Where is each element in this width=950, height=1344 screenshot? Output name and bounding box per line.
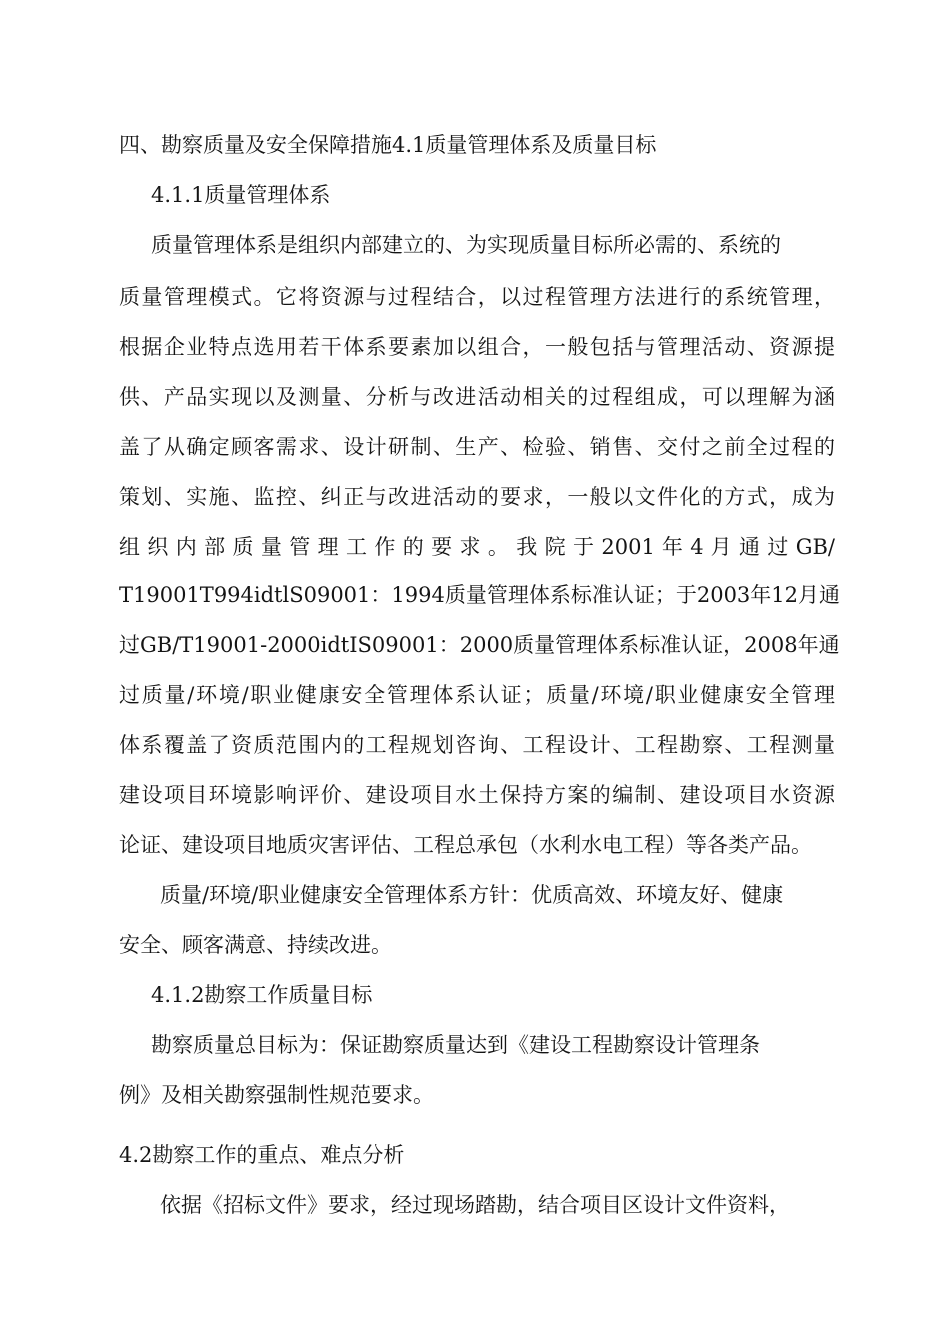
paragraph-line: 策划、实施、监控、纠正与改进活动的要求，一般以文件化的方式，成为 [119, 485, 835, 509]
section-heading: 四、勘察质量及安全保障措施4.1质量管理体系及质量目标 [119, 133, 657, 157]
paragraph-line: 质量管理体系是组织内部建立的、为实现质量目标所必需的、系统的 [151, 233, 781, 257]
paragraph-line: 依据《招标文件》要求，经过现场踏勘，结合项目区设计文件资料， [160, 1193, 790, 1217]
paragraph-line: 安全、顾客满意、持续改进。 [119, 933, 392, 957]
paragraph-line: 质量/环境/职业健康安全管理体系方针：优质高效、环境友好、健康 [160, 883, 784, 907]
paragraph-line: 勘察质量总目标为：保证勘察质量达到《建设工程勘察设计管理条 [151, 1033, 760, 1057]
paragraph-line: 盖了从确定顾客需求、设计研制、生产、检验、销售、交付之前全过程的 [119, 435, 835, 459]
paragraph-line: 质量管理模式。它将资源与过程结合，以过程管理方法进行的系统管理， [119, 285, 835, 309]
paragraph-line: T19001T994idtlS09001：1994质量管理体系标准认证；于2003年12月通 [119, 583, 841, 607]
paragraph-line: 根据企业特点选用若干体系要素加以组合，一般包括与管理活动、资源提 [119, 335, 835, 359]
paragraph-line: 论证、建设项目地质灾害评估、工程总承包（水利水电工程）等各类产品。 [119, 833, 812, 857]
subsection-heading: 4.1.1质量管理体系 [151, 183, 331, 207]
paragraph-line: 组 织 内 部 质 量 管 理 工 作 的 要 求 。 我 院 于 2001 年 4 月 通 过 GB/ [119, 535, 835, 559]
section-heading: 4.2勘察工作的重点、难点分析 [119, 1143, 405, 1167]
paragraph-line: 过质量/环境/职业健康安全管理体系认证；质量/环境/职业健康安全管理 [119, 683, 835, 707]
paragraph-line: 例》及相关勘察强制性规范要求。 [119, 1083, 434, 1107]
paragraph-line: 体系覆盖了资质范围内的工程规划咨询、工程设计、工程勘察、工程测量 [119, 733, 835, 757]
paragraph-line: 供、产品实现以及测量、分析与改进活动相关的过程组成，可以理解为涵 [119, 385, 835, 409]
subsection-heading: 4.1.2勘察工作质量目标 [151, 983, 373, 1007]
paragraph-line: 建设项目环境影响评价、建设项目水土保持方案的编制、建设项目水资源 [119, 783, 835, 807]
paragraph-line: 过GB/T19001-2000idtIS09001：2000质量管理体系标准认证，2008年通 [119, 633, 840, 657]
